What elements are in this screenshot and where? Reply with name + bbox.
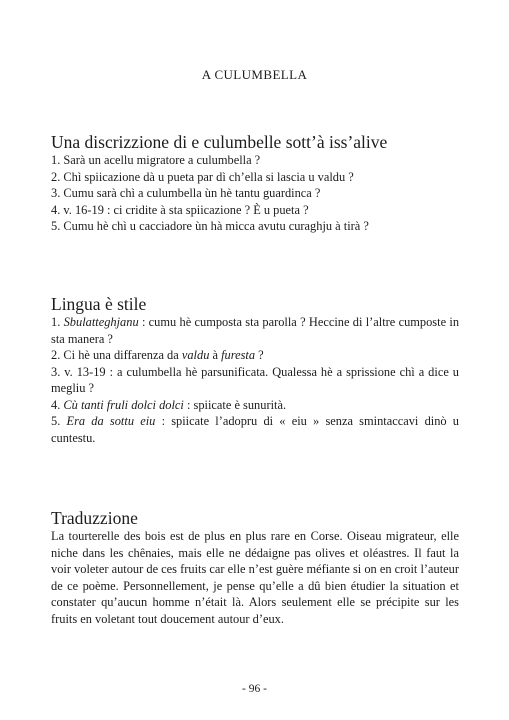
list-item: 4. Cù tanti fruli dolci dolci : spiicate è sunurità. (51, 397, 287, 412)
list-item: 2. Chì spiicazione dà u pueta par dì ch’ella si lascia u valdu ? (51, 169, 354, 184)
question-list (51, 152, 459, 235)
section-heading-lingua-stile: Lingua è stile (51, 294, 147, 314)
page-number: - 96 - (242, 683, 267, 695)
list-item: 5. Era da sottu eiu : spiicate l’adopru di « eiu » senza smintaccavi dinò u cuntestu. (51, 414, 460, 445)
list-item: 3. Cumu sarà chì a culumbella ùn hè tantu guardinca ? (51, 186, 321, 200)
translation-paragraph: La tourterelle des bois est de plus en plus rare en Corse. Oiseau migrateur, elle niche dans les chênaies, mais elle ne dédaigne pas olives et oléastres. Il faut la voir voleter autour de ces fruits car elle n’est guère méfiante si on en croit l’auteur de ce poème. Personnellement, je pense qu’elle a dû bien étudier la situation et constater qu’aucun homme n’était là. Alors seulement elle se précipite sur les fruits en voletant tout doucement autour d’eux. (51, 529, 459, 626)
question-list (51, 314, 459, 446)
list-item: 1. Sarà un acellu migratore a culumbella ? (51, 153, 261, 167)
section-heading-traduzzione: Traduzzione (51, 508, 138, 528)
page-header-title: A CULUMBELLA (201, 67, 308, 82)
list-item: 1. Sbulatteghjanu : cumu hè cumposta sta parolla ? Heccine di l’altre cumposte in sta manera ? (51, 315, 460, 346)
list-item: 2. Ci hè una diffarenza da valdu à furesta ? (51, 348, 264, 362)
section-lingua-stile (51, 294, 459, 446)
list-item: 5. Cumu hè chì u cacciadore ùn hà micca avutu curaghju à tirà ? (51, 219, 369, 233)
list-item: 4. v. 16-19 : ci cridite à sta spiicazione ? È u pueta ? (51, 202, 309, 217)
section-questions (51, 132, 459, 235)
section-heading-questions: Una discrizzione di e culumbelle sott’à iss’alive (51, 132, 388, 152)
section-traduzzione (51, 508, 459, 627)
list-item: 3. v. 13-19 : a culumbella hè parsunificata. Qualessa hè a sprissione chì a dice u megliu ? (51, 364, 459, 395)
